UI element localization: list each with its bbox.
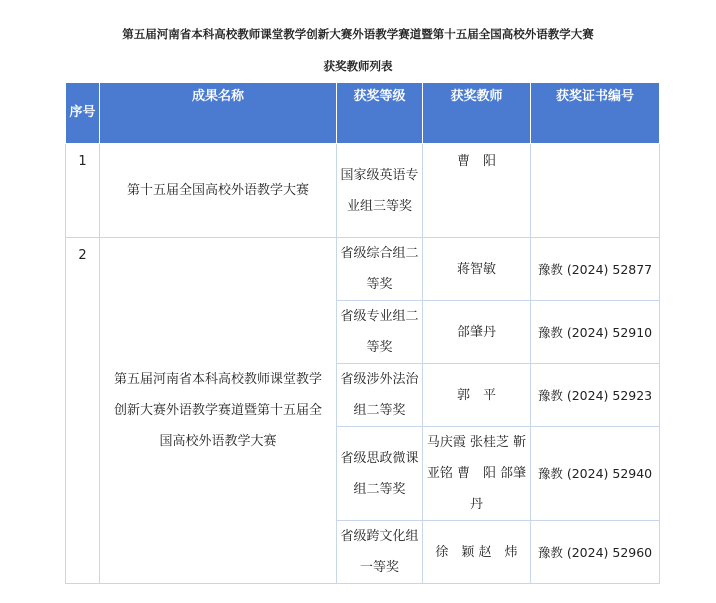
header-index: 序号	[66, 83, 100, 144]
row-teacher: 曹 阳	[423, 144, 531, 238]
row-teacher: 蒋智敏	[423, 238, 531, 301]
row-name: 第五届河南省本科高校教师课堂教学创新大赛外语教学赛道暨第十五届全国高校外语教学大赛	[100, 238, 337, 584]
award-table	[65, 82, 660, 584]
row-level: 省级专业组二等奖	[337, 301, 423, 364]
header-teacher: 获奖教师	[423, 83, 531, 144]
row-level: 省级涉外法治组二等奖	[337, 364, 423, 427]
row-teacher: 徐 颖 赵 炜	[423, 521, 531, 584]
table-row	[66, 238, 660, 301]
header-cert: 获奖证书编号	[531, 83, 660, 144]
row-cert: 豫教 (2024) 52877	[531, 238, 660, 301]
header-level: 获奖等级	[337, 83, 423, 144]
row-level: 省级综合组二等奖	[337, 238, 423, 301]
row-cert: 豫教 (2024) 52960	[531, 521, 660, 584]
row-cert: 豫教 (2024) 52910	[531, 301, 660, 364]
page-title: 第五届河南省本科高校教师课堂教学创新大赛外语教学赛道暨第十五届全国高校外语教学大赛	[122, 27, 594, 41]
row-index: 1	[66, 144, 100, 238]
header-name: 成果名称	[100, 83, 337, 144]
page-subtitle: 获奖教师列表	[323, 59, 393, 73]
row-teacher: 郭 平	[423, 364, 531, 427]
row-cert	[531, 144, 660, 238]
row-name: 第十五届全国高校外语教学大赛	[100, 144, 337, 238]
row-cert: 豫教 (2024) 52923	[531, 364, 660, 427]
row-level: 省级思政微课组二等奖	[337, 427, 423, 521]
row-level: 国家级英语专业组三等奖	[337, 144, 423, 238]
row-teacher: 郃肇丹	[423, 301, 531, 364]
row-level: 省级跨文化组一等奖	[337, 521, 423, 584]
row-cert: 豫教 (2024) 52940	[531, 427, 660, 521]
row-index: 2	[66, 238, 100, 584]
table-row	[66, 144, 660, 238]
row-teacher: 马庆霞 张桂芝 靳亚铭 曹 阳 郃肇丹	[423, 427, 531, 521]
table-header-row	[66, 83, 660, 144]
